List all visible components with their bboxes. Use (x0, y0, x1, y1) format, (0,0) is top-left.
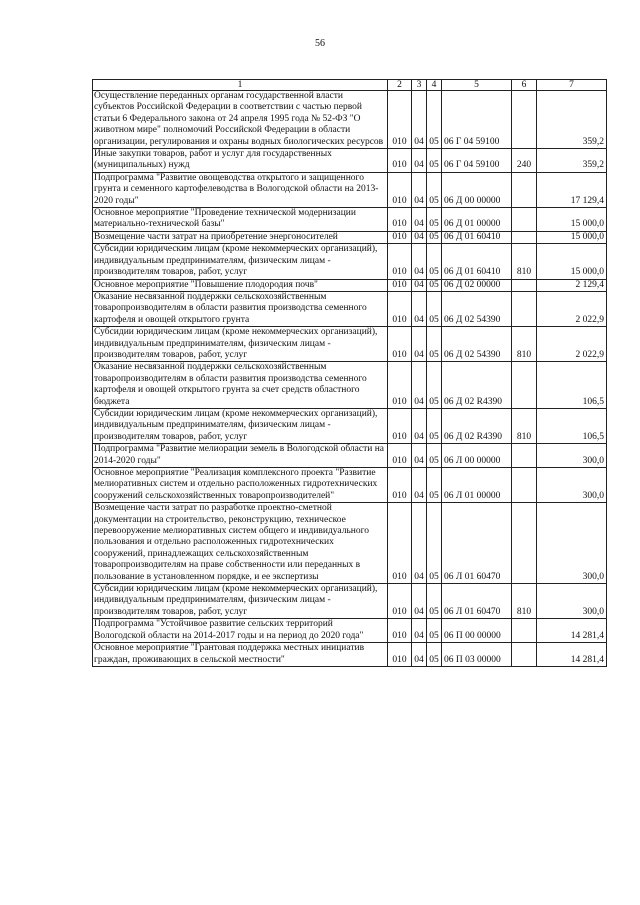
cell-name: Субсидии юридическим лицам (кроме некоммерческих организаций), индивидуальным предпринимателям, физическим лицам - производителям товаров, работ, услуг (93, 327, 388, 362)
cell-ministry-code: 010 (388, 408, 412, 443)
cell-amount: 15 000,0 (537, 231, 607, 243)
cell-expense-type (512, 503, 537, 584)
cell-subsection-code: 05 (427, 149, 442, 173)
cell-name: Основное мероприятие "Грантовая поддержка местных инициатив граждан, проживающих в сельской местности" (93, 643, 388, 667)
cell-name: Основное мероприятие "Проведение технической модернизации материально-технической базы" (93, 208, 388, 232)
cell-ministry-code: 010 (388, 231, 412, 243)
cell-subsection-code: 05 (427, 619, 442, 643)
cell-name: Иные закупки товаров, работ и услуг для государственных (муниципальных) нужд (93, 149, 388, 173)
cell-expense-type (512, 619, 537, 643)
cell-section-code: 04 (412, 291, 427, 326)
cell-name: Основное мероприятие "Реализация комплексного проекта "Развитие мелиоративных систем и отдельно расположенных гидротехнических сооружений сельскохозяйственных товаропроизводителей" (93, 468, 388, 503)
cell-expense-type (512, 468, 537, 503)
cell-ministry-code: 010 (388, 149, 412, 173)
table-row (93, 208, 607, 232)
cell-subsection-code: 05 (427, 584, 442, 619)
cell-ministry-code: 010 (388, 362, 412, 409)
table-row (93, 503, 607, 584)
cell-subsection-code: 05 (427, 643, 442, 667)
cell-section-code: 04 (412, 643, 427, 667)
cell-target-article: 06 Д 01 60410 (442, 244, 512, 279)
table-row (93, 244, 607, 279)
cell-section-code: 04 (412, 468, 427, 503)
cell-amount: 300,0 (537, 468, 607, 503)
cell-subsection-code: 05 (427, 172, 442, 207)
cell-ministry-code: 010 (388, 468, 412, 503)
cell-expense-type (512, 444, 537, 468)
cell-subsection-code: 05 (427, 503, 442, 584)
cell-ministry-code: 010 (388, 584, 412, 619)
cell-subsection-code: 05 (427, 91, 442, 149)
cell-name: Подпрограмма "Развитие овощеводства открытого и защищенного грунта и семенного картофелеводства в Вологодской области на 2013-2020 годы" (93, 172, 388, 207)
cell-amount: 14 281,4 (537, 619, 607, 643)
cell-expense-type: 810 (512, 244, 537, 279)
cell-expense-type (512, 362, 537, 409)
cell-ministry-code: 010 (388, 244, 412, 279)
cell-amount: 15 000,0 (537, 244, 607, 279)
cell-subsection-code: 05 (427, 208, 442, 232)
cell-target-article: 06 Г 04 59100 (442, 91, 512, 149)
table-row (93, 362, 607, 409)
cell-target-article: 06 П 00 00000 (442, 619, 512, 643)
cell-section-code: 04 (412, 619, 427, 643)
cell-ministry-code: 010 (388, 91, 412, 149)
cell-amount: 359,2 (537, 149, 607, 173)
cell-target-article: 06 Д 01 60410 (442, 231, 512, 243)
cell-target-article: 06 Д 02 54390 (442, 291, 512, 326)
table-row (93, 619, 607, 643)
cell-subsection-code: 05 (427, 362, 442, 409)
cell-amount: 2 129,4 (537, 279, 607, 291)
cell-amount: 2 022,9 (537, 327, 607, 362)
cell-target-article: 06 Д 02 00000 (442, 279, 512, 291)
table-row (93, 468, 607, 503)
cell-target-article: 06 Л 01 60470 (442, 584, 512, 619)
cell-ministry-code: 010 (388, 172, 412, 207)
cell-section-code: 04 (412, 149, 427, 173)
cell-section-code: 04 (412, 172, 427, 207)
table-row (93, 584, 607, 619)
table-row (93, 327, 607, 362)
cell-ministry-code: 010 (388, 327, 412, 362)
cell-subsection-code: 05 (427, 279, 442, 291)
table-row (93, 408, 607, 443)
cell-section-code: 04 (412, 231, 427, 243)
table-row (93, 291, 607, 326)
cell-amount: 106,5 (537, 362, 607, 409)
cell-name: Основное мероприятие "Повышение плодородия почв" (93, 279, 388, 291)
cell-amount: 17 129,4 (537, 172, 607, 207)
cell-name: Оказание несвязанной поддержки сельскохозяйственным товаропроизводителям в области развития производства семенного картофеля и овощей открытого грунта за счет средств областного бюджета (93, 362, 388, 409)
cell-expense-type (512, 172, 537, 207)
page-number: 56 (315, 38, 325, 49)
cell-section-code: 04 (412, 408, 427, 443)
cell-amount: 300,0 (537, 503, 607, 584)
cell-subsection-code: 05 (427, 408, 442, 443)
cell-subsection-code: 05 (427, 231, 442, 243)
cell-section-code: 04 (412, 584, 427, 619)
cell-section-code: 04 (412, 244, 427, 279)
cell-target-article: 06 Л 00 00000 (442, 444, 512, 468)
budget-table (92, 79, 607, 667)
cell-target-article: 06 П 03 00000 (442, 643, 512, 667)
cell-expense-type: 810 (512, 584, 537, 619)
cell-section-code: 04 (412, 362, 427, 409)
cell-ministry-code: 010 (388, 503, 412, 584)
cell-amount: 106,5 (537, 408, 607, 443)
cell-expense-type (512, 208, 537, 232)
cell-target-article: 06 Д 02 R4390 (442, 408, 512, 443)
cell-section-code: 04 (412, 91, 427, 149)
cell-section-code: 04 (412, 503, 427, 584)
cell-section-code: 04 (412, 208, 427, 232)
cell-subsection-code: 05 (427, 327, 442, 362)
cell-amount: 15 000,0 (537, 208, 607, 232)
cell-amount: 14 281,4 (537, 643, 607, 667)
cell-amount: 359,2 (537, 91, 607, 149)
cell-ministry-code: 010 (388, 619, 412, 643)
header-cell-2: 2 (388, 80, 412, 91)
cell-name: Подпрограмма "Развитие мелиорации земель в Вологодской области на 2014-2020 годы" (93, 444, 388, 468)
cell-ministry-code: 010 (388, 643, 412, 667)
cell-subsection-code: 05 (427, 244, 442, 279)
cell-amount: 2 022,9 (537, 291, 607, 326)
cell-subsection-code: 05 (427, 468, 442, 503)
cell-subsection-code: 05 (427, 291, 442, 326)
table-row (93, 149, 607, 173)
cell-ministry-code: 010 (388, 279, 412, 291)
cell-target-article: 06 Д 00 00000 (442, 172, 512, 207)
cell-target-article: 06 Л 01 60470 (442, 503, 512, 584)
cell-section-code: 04 (412, 327, 427, 362)
header-cell-6: 6 (512, 80, 537, 91)
cell-ministry-code: 010 (388, 208, 412, 232)
cell-name: Осуществление переданных органам государственной власти субъектов Российской Федерации в соответствии с частью первой статьи 6 Федерального закона от 24 апреля 1995 года № 52-ФЗ "О животном мире" полномочий Российской Федерации в области организации, регулирования и охраны водных биологических ресурсов (93, 91, 388, 149)
cell-target-article: 06 Д 02 54390 (442, 327, 512, 362)
table-row (93, 643, 607, 667)
cell-ministry-code: 010 (388, 444, 412, 468)
cell-target-article: 06 Д 01 00000 (442, 208, 512, 232)
cell-target-article: 06 Д 02 R4390 (442, 362, 512, 409)
cell-section-code: 04 (412, 444, 427, 468)
cell-name: Оказание несвязанной поддержки сельскохозяйственным товаропроизводителям в области развития производства семенного картофеля и овощей открытого грунта (93, 291, 388, 326)
header-cell-7: 7 (537, 80, 607, 91)
cell-expense-type: 240 (512, 149, 537, 173)
cell-name: Возмещение части затрат на приобретение энергоносителей (93, 231, 388, 243)
cell-expense-type (512, 279, 537, 291)
cell-expense-type (512, 231, 537, 243)
header-cell-1: 1 (93, 80, 388, 91)
cell-amount: 300,0 (537, 584, 607, 619)
cell-name: Подпрограмма "Устойчивое развитие сельских территорий Вологодской области на 2014-2017 годы и на период до 2020 года" (93, 619, 388, 643)
table-body (93, 80, 607, 667)
cell-ministry-code: 010 (388, 291, 412, 326)
table-row (93, 231, 607, 243)
cell-expense-type (512, 91, 537, 149)
table-row (93, 279, 607, 291)
header-cell-4: 4 (427, 80, 442, 91)
cell-amount: 300,0 (537, 444, 607, 468)
cell-expense-type: 810 (512, 408, 537, 443)
cell-name: Возмещение части затрат по разработке проектно-сметной документации на строительство, реконструкцию, техническое перевооружение мелиоративных систем общего и индивидуального пользования и отдельно расположенных гидротехнических сооружений, принадлежащих сельскохозяйственным товаропроизводителям на праве собственности или переданных в пользование в установленном порядке, и ее экспертизы (93, 503, 388, 584)
table-row (93, 91, 607, 149)
cell-target-article: 06 Л 01 00000 (442, 468, 512, 503)
cell-name: Субсидии юридическим лицам (кроме некоммерческих организаций), индивидуальным предпринимателям, физическим лицам - производителям товаров, работ, услуг (93, 408, 388, 443)
cell-expense-type (512, 643, 537, 667)
cell-name: Субсидии юридическим лицам (кроме некоммерческих организаций), индивидуальным предпринимателям, физическим лицам - производителям товаров, работ, услуг (93, 244, 388, 279)
header-cell-5: 5 (442, 80, 512, 91)
cell-subsection-code: 05 (427, 444, 442, 468)
cell-target-article: 06 Г 04 59100 (442, 149, 512, 173)
table-header-row (93, 80, 607, 91)
table-row (93, 172, 607, 207)
header-cell-3: 3 (412, 80, 427, 91)
cell-expense-type: 810 (512, 327, 537, 362)
table-row (93, 444, 607, 468)
cell-name: Субсидии юридическим лицам (кроме некоммерческих организаций), индивидуальным предпринимателям, физическим лицам - производителям товаров, работ, услуг (93, 584, 388, 619)
cell-section-code: 04 (412, 279, 427, 291)
cell-expense-type (512, 291, 537, 326)
